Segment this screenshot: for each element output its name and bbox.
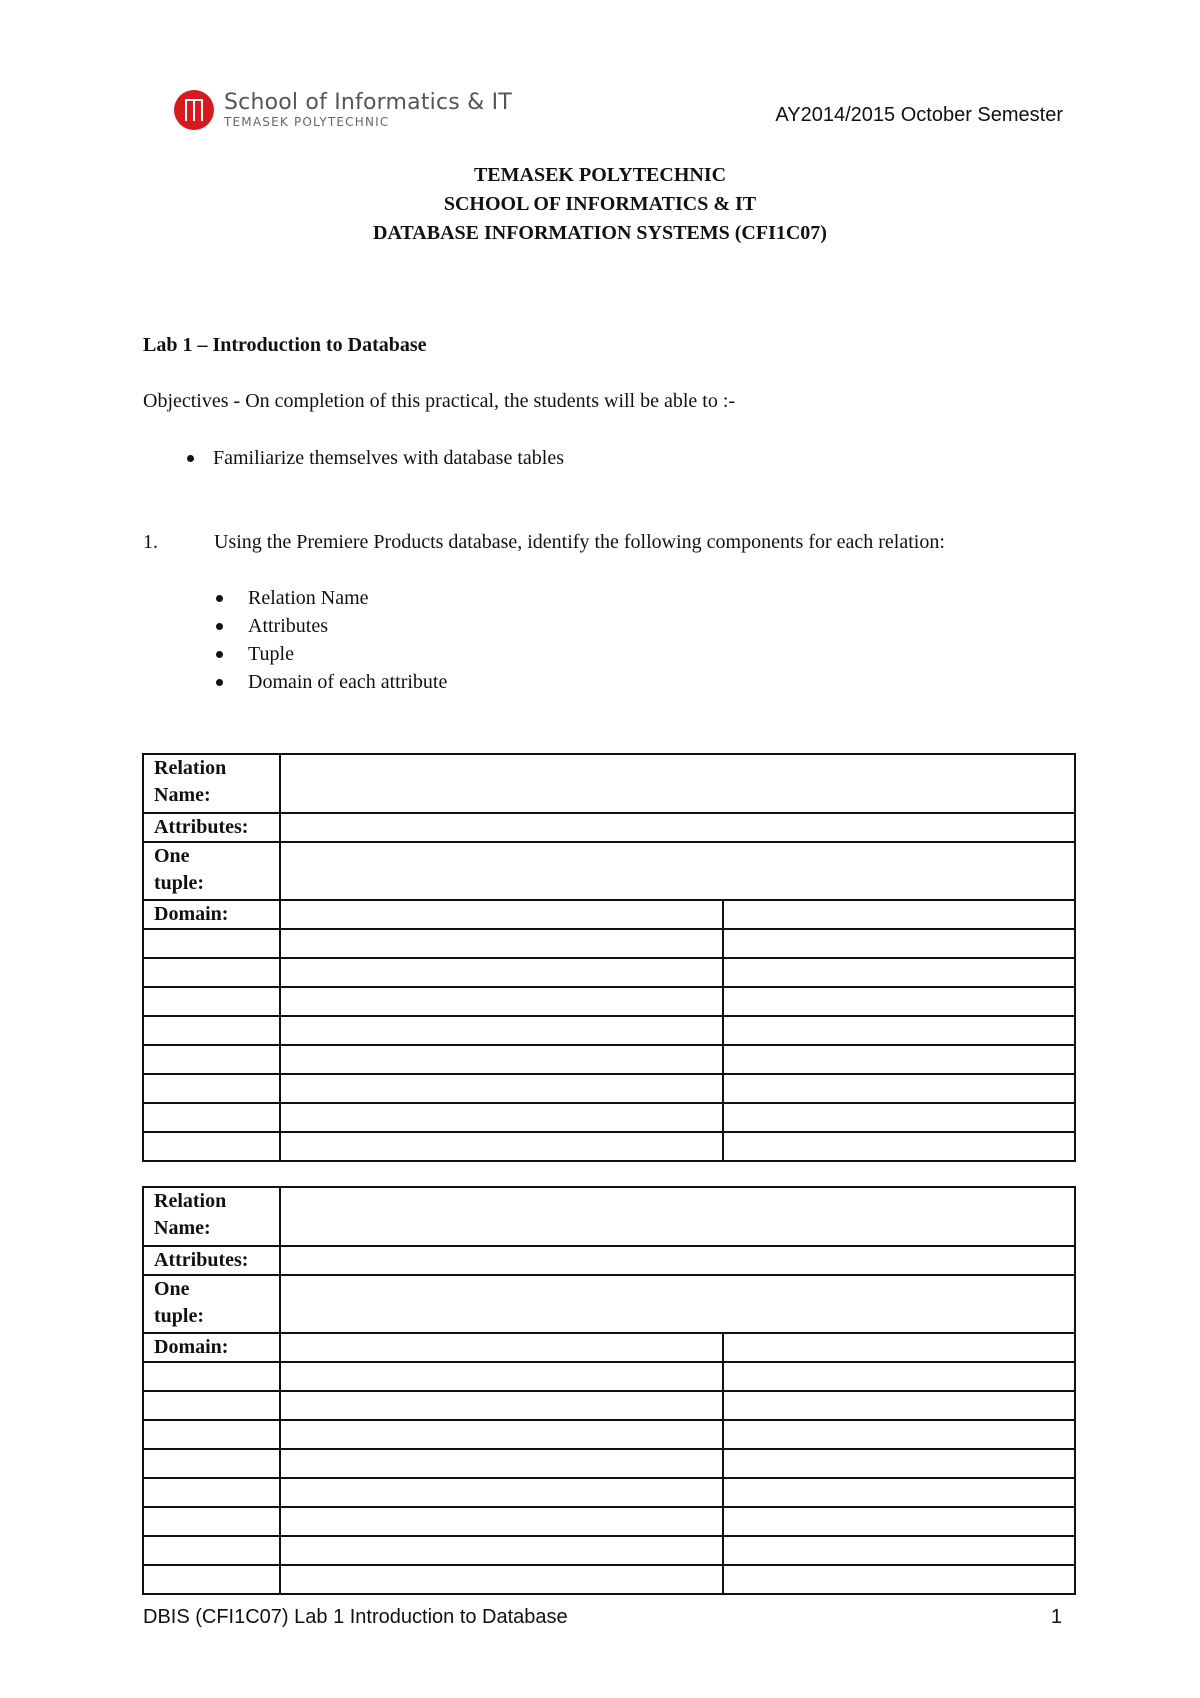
logo-title: School of Informatics & IT bbox=[224, 90, 512, 115]
table-row bbox=[143, 1507, 1075, 1536]
table-row bbox=[143, 958, 1075, 987]
table-row bbox=[143, 1045, 1075, 1074]
relation-name-cell[interactable] bbox=[280, 754, 1075, 813]
table-row bbox=[143, 929, 1075, 958]
objectives-intro: Objectives - On completion of this practical, the students will be able to :- bbox=[143, 390, 736, 412]
footer-title: DBIS (CFI1C07) Lab 1 Introduction to Database bbox=[143, 1606, 568, 1628]
domain-label: Domain: bbox=[143, 1333, 280, 1362]
bullet-icon bbox=[216, 595, 223, 602]
bullet-icon bbox=[216, 651, 223, 658]
school-logo bbox=[174, 90, 512, 130]
attributes-label: Attributes: bbox=[143, 813, 280, 842]
component-text: Tuple bbox=[248, 643, 294, 665]
school-title: SCHOOL OF INFORMATICS & IT bbox=[443, 193, 757, 215]
table-row bbox=[143, 1132, 1075, 1161]
relation-name-label: Relation Name: bbox=[143, 1187, 280, 1246]
page-number: 1 bbox=[1050, 1606, 1062, 1628]
attributes-label: Attributes: bbox=[143, 1246, 280, 1275]
question-number: 1. bbox=[143, 531, 158, 553]
table-row bbox=[143, 1362, 1075, 1391]
institution-title: TEMASEK POLYTECHNIC bbox=[473, 164, 727, 186]
attributes-cell[interactable] bbox=[280, 1246, 1075, 1275]
document-titles bbox=[0, 161, 1200, 248]
component-text: Domain of each attribute bbox=[248, 671, 448, 693]
table-row bbox=[143, 1016, 1075, 1045]
tuple-cell[interactable] bbox=[280, 842, 1075, 900]
domain-cell[interactable] bbox=[280, 1333, 723, 1362]
component-text: Attributes bbox=[248, 615, 328, 637]
domain-cell[interactable] bbox=[280, 900, 723, 929]
lab-title: Lab 1 – Introduction to Database bbox=[143, 334, 427, 356]
relation-name-cell[interactable] bbox=[280, 1187, 1075, 1246]
domain-cell[interactable] bbox=[723, 900, 1075, 929]
table-row bbox=[143, 1420, 1075, 1449]
table-row bbox=[143, 1103, 1075, 1132]
component-item bbox=[216, 643, 294, 666]
attributes-cell[interactable] bbox=[280, 813, 1075, 842]
table-row bbox=[143, 1391, 1075, 1420]
tuple-label: One tuple: bbox=[143, 1275, 280, 1333]
table-row bbox=[143, 987, 1075, 1016]
semester-label: AY2014/2015 October Semester bbox=[775, 104, 1063, 126]
question-text: Using the Premiere Products database, identify the following components for each relation: bbox=[214, 531, 945, 553]
temasek-emblem-icon bbox=[174, 90, 214, 130]
bullet-icon bbox=[187, 455, 194, 462]
table-row bbox=[143, 1536, 1075, 1565]
component-text: Relation Name bbox=[248, 587, 369, 609]
table-row bbox=[143, 1565, 1075, 1594]
module-title: DATABASE INFORMATION SYSTEMS (CFI1C07) bbox=[373, 222, 827, 244]
logo-subtitle: TEMASEK POLYTECHNIC bbox=[224, 115, 390, 129]
domain-label: Domain: bbox=[143, 900, 280, 929]
table-row bbox=[143, 1449, 1075, 1478]
relation-table-1 bbox=[142, 753, 1076, 1162]
relation-name-label: Relation Name: bbox=[143, 754, 280, 813]
tuple-cell[interactable] bbox=[280, 1275, 1075, 1333]
objective-item bbox=[187, 447, 564, 470]
domain-cell[interactable] bbox=[723, 1333, 1075, 1362]
table-row bbox=[143, 1478, 1075, 1507]
relation-table-2 bbox=[142, 1186, 1076, 1595]
bullet-icon bbox=[216, 679, 223, 686]
component-item bbox=[216, 671, 447, 694]
table-row bbox=[143, 1074, 1075, 1103]
component-item bbox=[216, 615, 328, 638]
tuple-label: One tuple: bbox=[143, 842, 280, 900]
component-item bbox=[216, 587, 369, 610]
bullet-icon bbox=[216, 623, 223, 630]
objective-text: Familiarize themselves with database tables bbox=[213, 447, 564, 469]
